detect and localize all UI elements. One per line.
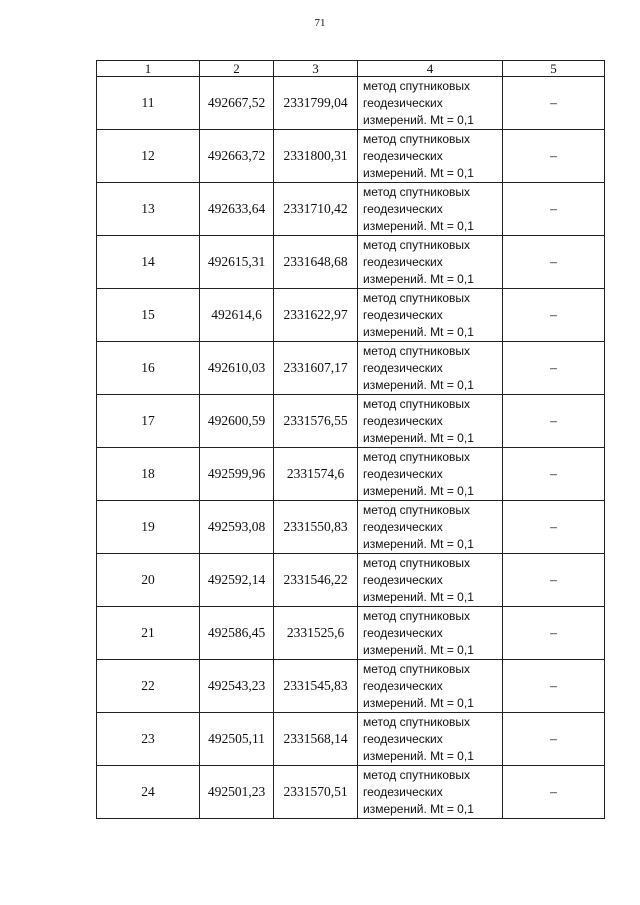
- table-row: [97, 554, 605, 607]
- x-coordinate-cell: 492615,31: [200, 236, 274, 289]
- point-number-cell: 23: [97, 713, 200, 766]
- table-row: [97, 130, 605, 183]
- y-coordinate-cell: 2331622,97: [274, 289, 358, 342]
- y-coordinate-cell: 2331568,14: [274, 713, 358, 766]
- table-row: [97, 713, 605, 766]
- note-cell: –: [503, 607, 605, 660]
- point-number-cell: 18: [97, 448, 200, 501]
- method-cell: метод спутниковых геодезических измерений. Mt = 0,1: [358, 660, 503, 713]
- note-cell: –: [503, 501, 605, 554]
- column-header-1: 1: [97, 61, 200, 77]
- y-coordinate-cell: 2331648,68: [274, 236, 358, 289]
- column-header-4: 4: [358, 61, 503, 77]
- table-row: [97, 395, 605, 448]
- note-cell: –: [503, 713, 605, 766]
- x-coordinate-cell: 492586,45: [200, 607, 274, 660]
- method-cell: метод спутниковых геодезических измерений. Mt = 0,1: [358, 77, 503, 130]
- x-coordinate-cell: 492505,11: [200, 713, 274, 766]
- table-row: [97, 448, 605, 501]
- note-cell: –: [503, 660, 605, 713]
- method-cell: метод спутниковых геодезических измерений. Mt = 0,1: [358, 448, 503, 501]
- table-row: [97, 342, 605, 395]
- method-cell: метод спутниковых геодезических измерений. Mt = 0,1: [358, 554, 503, 607]
- note-cell: –: [503, 183, 605, 236]
- x-coordinate-cell: 492614,6: [200, 289, 274, 342]
- method-cell: метод спутниковых геодезических измерений. Mt = 0,1: [358, 607, 503, 660]
- point-number-cell: 12: [97, 130, 200, 183]
- column-header-3: 3: [274, 61, 358, 77]
- x-coordinate-cell: 492663,72: [200, 130, 274, 183]
- table-row: [97, 660, 605, 713]
- method-cell: метод спутниковых геодезических измерений. Mt = 0,1: [358, 395, 503, 448]
- column-header-5: 5: [503, 61, 605, 77]
- note-cell: –: [503, 289, 605, 342]
- point-number-cell: 20: [97, 554, 200, 607]
- note-cell: –: [503, 342, 605, 395]
- x-coordinate-cell: 492667,52: [200, 77, 274, 130]
- point-number-cell: 16: [97, 342, 200, 395]
- x-coordinate-cell: 492600,59: [200, 395, 274, 448]
- point-number-cell: 15: [97, 289, 200, 342]
- table-body: [97, 77, 605, 819]
- x-coordinate-cell: 492543,23: [200, 660, 274, 713]
- note-cell: –: [503, 130, 605, 183]
- y-coordinate-cell: 2331546,22: [274, 554, 358, 607]
- y-coordinate-cell: 2331576,55: [274, 395, 358, 448]
- point-number-cell: 14: [97, 236, 200, 289]
- y-coordinate-cell: 2331545,83: [274, 660, 358, 713]
- column-header-2: 2: [200, 61, 274, 77]
- table-row: [97, 77, 605, 130]
- method-cell: метод спутниковых геодезических измерений. Mt = 0,1: [358, 501, 503, 554]
- table-row: [97, 501, 605, 554]
- y-coordinate-cell: 2331607,17: [274, 342, 358, 395]
- x-coordinate-cell: 492633,64: [200, 183, 274, 236]
- note-cell: –: [503, 766, 605, 819]
- y-coordinate-cell: 2331525,6: [274, 607, 358, 660]
- table-row: [97, 289, 605, 342]
- point-number-cell: 13: [97, 183, 200, 236]
- point-number-cell: 11: [97, 77, 200, 130]
- x-coordinate-cell: 492501,23: [200, 766, 274, 819]
- method-cell: метод спутниковых геодезических измерений. Mt = 0,1: [358, 236, 503, 289]
- method-cell: метод спутниковых геодезических измерений. Mt = 0,1: [358, 766, 503, 819]
- note-cell: –: [503, 554, 605, 607]
- y-coordinate-cell: 2331570,51: [274, 766, 358, 819]
- note-cell: –: [503, 77, 605, 130]
- table-row: [97, 236, 605, 289]
- note-cell: –: [503, 448, 605, 501]
- table-row: [97, 607, 605, 660]
- point-number-cell: 24: [97, 766, 200, 819]
- y-coordinate-cell: 2331710,42: [274, 183, 358, 236]
- point-number-cell: 19: [97, 501, 200, 554]
- method-cell: метод спутниковых геодезических измерений. Mt = 0,1: [358, 183, 503, 236]
- coordinates-table: [96, 60, 605, 819]
- table-row: [97, 183, 605, 236]
- x-coordinate-cell: 492599,96: [200, 448, 274, 501]
- x-coordinate-cell: 492592,14: [200, 554, 274, 607]
- x-coordinate-cell: 492610,03: [200, 342, 274, 395]
- note-cell: –: [503, 395, 605, 448]
- y-coordinate-cell: 2331799,04: [274, 77, 358, 130]
- method-cell: метод спутниковых геодезических измерений. Mt = 0,1: [358, 713, 503, 766]
- method-cell: метод спутниковых геодезических измерений. Mt = 0,1: [358, 342, 503, 395]
- point-number-cell: 21: [97, 607, 200, 660]
- table-header-row: [97, 61, 605, 77]
- method-cell: метод спутниковых геодезических измерений. Mt = 0,1: [358, 289, 503, 342]
- point-number-cell: 17: [97, 395, 200, 448]
- note-cell: –: [503, 236, 605, 289]
- point-number-cell: 22: [97, 660, 200, 713]
- method-cell: метод спутниковых геодезических измерений. Mt = 0,1: [358, 130, 503, 183]
- table-row: [97, 766, 605, 819]
- x-coordinate-cell: 492593,08: [200, 501, 274, 554]
- y-coordinate-cell: 2331800,31: [274, 130, 358, 183]
- y-coordinate-cell: 2331574,6: [274, 448, 358, 501]
- page-number: 71: [314, 17, 326, 29]
- y-coordinate-cell: 2331550,83: [274, 501, 358, 554]
